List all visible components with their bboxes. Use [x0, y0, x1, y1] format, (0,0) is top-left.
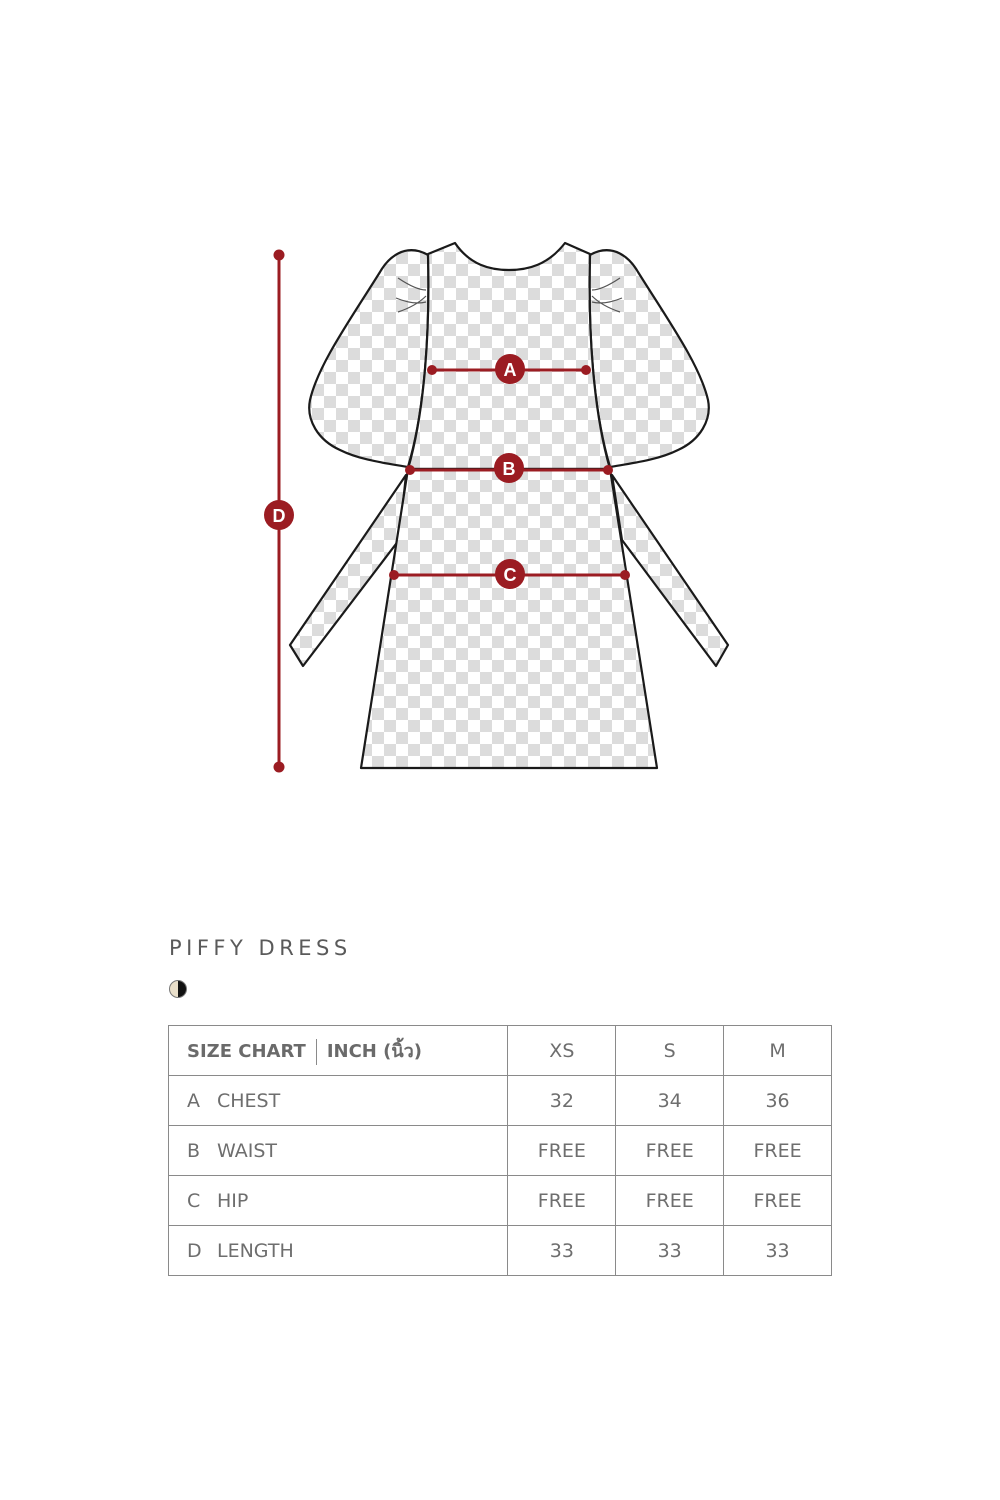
table-row-length [169, 1226, 832, 1276]
row-label [169, 1126, 508, 1176]
marker-a-label: A [503, 360, 517, 380]
row-letter: B [187, 1139, 201, 1162]
table-row-chest [169, 1076, 832, 1126]
table-cell: 33 [724, 1226, 832, 1276]
dress-skirt [361, 469, 657, 768]
marker-d-label: D [272, 506, 286, 526]
header-divider [316, 1039, 317, 1065]
row-letter: A [187, 1089, 200, 1112]
table-cell: 32 [508, 1076, 616, 1126]
table-cell: FREE [616, 1126, 724, 1176]
table-cell: 34 [616, 1076, 724, 1126]
table-cell: FREE [616, 1176, 724, 1226]
marker-b-label: B [502, 459, 516, 479]
table-cell: 33 [616, 1226, 724, 1276]
row-name: HIP [217, 1189, 249, 1212]
size-header-xs: XS [508, 1026, 616, 1076]
size-chart-header-cell [169, 1026, 508, 1076]
left-puff-sleeve [309, 250, 428, 467]
table-cell: 33 [508, 1226, 616, 1276]
product-title: PIFFY DRESS [169, 936, 352, 960]
size-chart-label: SIZE CHART [187, 1041, 306, 1062]
size-chart-header-row [169, 1026, 832, 1076]
color-swatch[interactable] [169, 980, 187, 998]
row-letter: D [187, 1239, 202, 1262]
table-cell: FREE [508, 1126, 616, 1176]
table-cell: FREE [724, 1126, 832, 1176]
table-row-waist [169, 1126, 832, 1176]
size-header-m: M [724, 1026, 832, 1076]
table-cell: 36 [724, 1076, 832, 1126]
row-letter: C [187, 1189, 201, 1212]
row-name: WAIST [217, 1139, 278, 1162]
measure-line-d [264, 250, 294, 773]
right-puff-sleeve [590, 250, 709, 467]
row-name: LENGTH [217, 1239, 294, 1262]
size-chart-table [168, 1025, 832, 1276]
table-row-hip [169, 1176, 832, 1226]
row-label [169, 1226, 508, 1276]
unit-label: INCH (นิ้ว) [326, 1041, 422, 1062]
row-name: CHEST [217, 1089, 281, 1112]
table-cell: FREE [508, 1176, 616, 1226]
table-cell: FREE [724, 1176, 832, 1226]
marker-c-label: C [503, 565, 517, 585]
row-label [169, 1076, 508, 1126]
row-label [169, 1176, 508, 1226]
size-header-s: S [616, 1026, 724, 1076]
